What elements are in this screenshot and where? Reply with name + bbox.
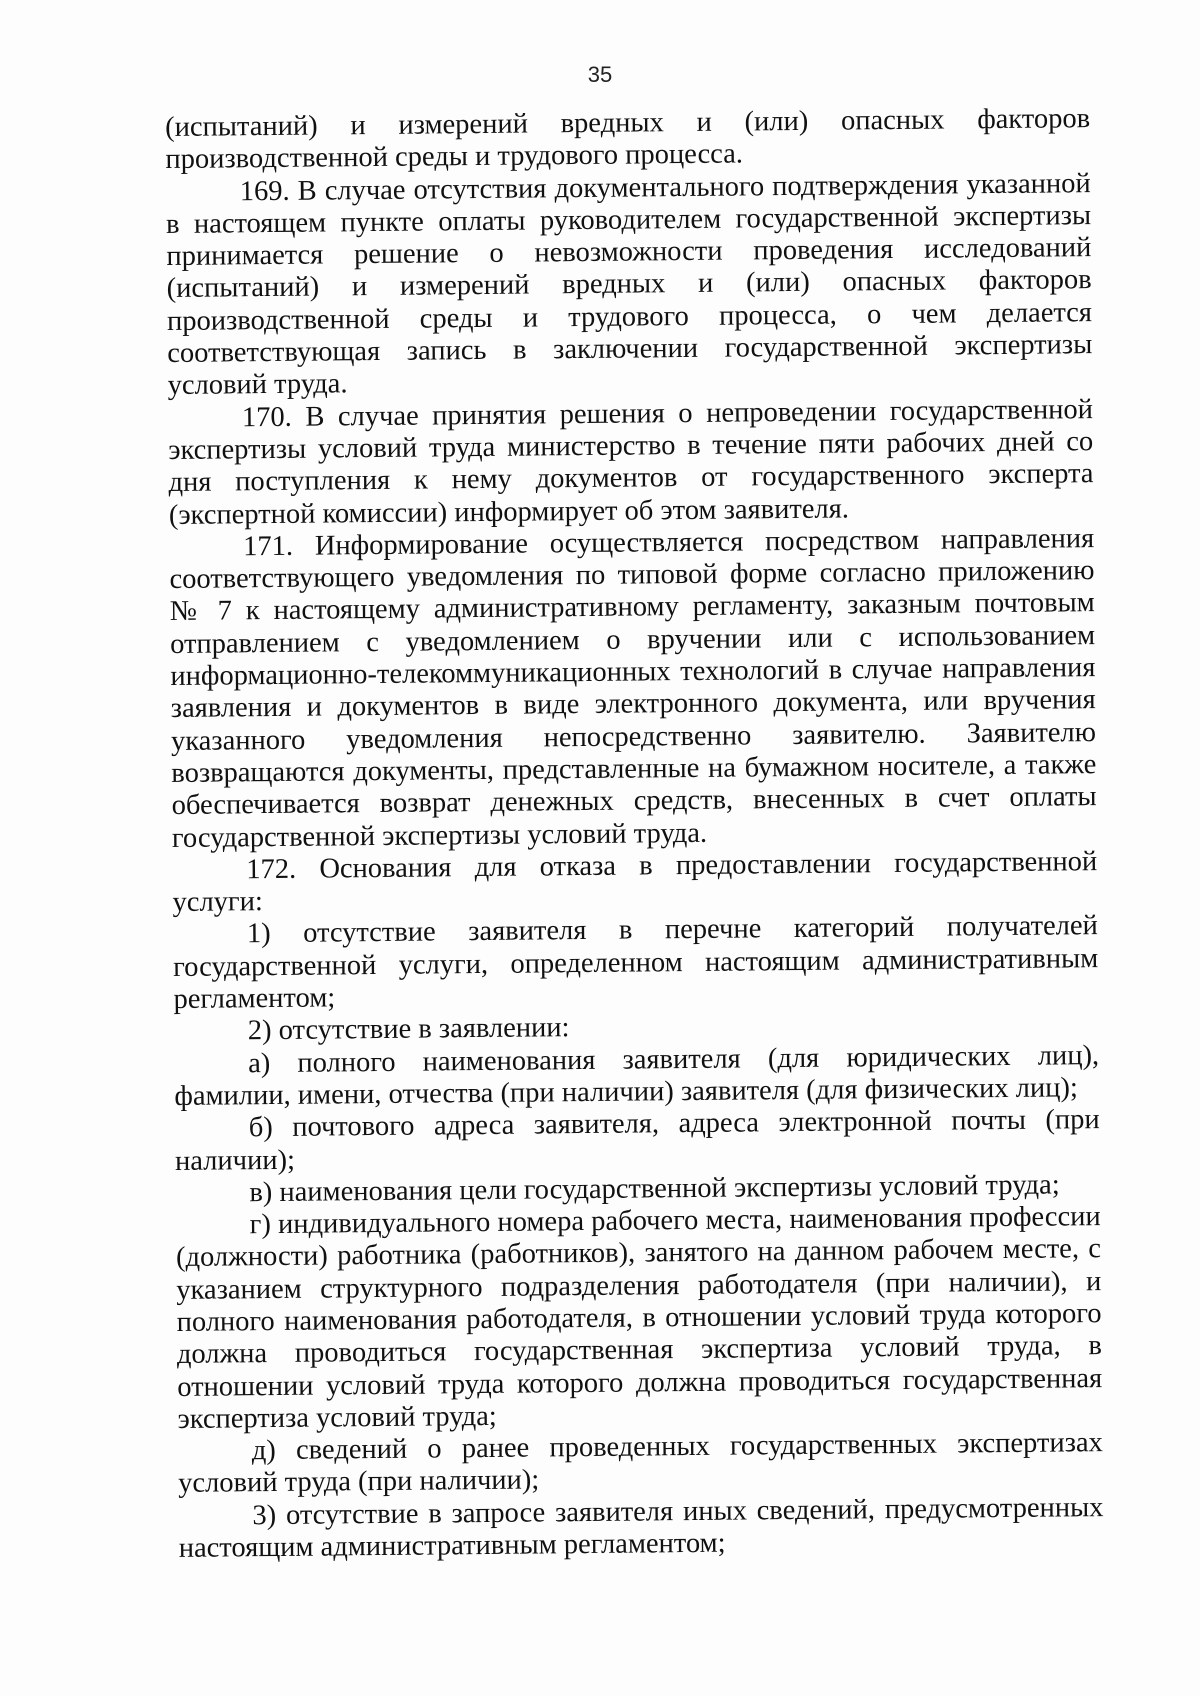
list-subitem-d: д) сведений о ранее проведенных государственных экспертизах условий труда (при наличии); [178, 1427, 1103, 1500]
paragraph-171: 171. Информирование осуществляется посредством направления соответствующего уведомления по типовой форме согласно приложению № 7 к настоящему административному регламенту, заказным почтовым отправлением с уведомлением о вручении или с использованием информационно-телекоммуникационных технологий в случае направления заявления и документов в виде электронного документа, или вручения указанного уведомления непосредственно заявителю. Заявителю возвращаются документы, представленные на бумажном носителе, а также обеспечивается возврат денежных средств, внесенных в счет оплаты государственной экспертизы условий труда. [169, 522, 1097, 854]
list-subitem-v: в) наименования цели государственной экспертизы условий труда; [249, 1169, 1060, 1209]
list-item-1: 1) отсутствие заявителя в перечне категорий получателей государственной услуги, определенном настоящим административным регламентом; [173, 910, 1099, 1015]
list-item-2: 2) отсутствие в заявлении: [247, 1012, 570, 1047]
paragraph-169: 169. В случае отсутствия документального подтверждения указанной в настоящем пункте оплаты руководителем государственной экспертизы принимается решение о невозможности проведения исследований (испытаний) и измерений вредных и (или) опасных факторов производственной среды и трудового процесса, о чем делается соответствующая запись в заключении государственной экспертизы условий труда. [165, 167, 1093, 402]
page-number: 35 [587, 62, 613, 87]
list-subitem-b: б) почтового адреса заявителя, адреса электронной почты (при наличии); [174, 1104, 1100, 1177]
paragraph-172: 172. Основания для отказа в предоставлении государственной услуги: [172, 845, 1098, 919]
list-item-3: 3) отсутствие в запросе заявителя иных сведений, предусмотренных настоящим административным регламентом; [178, 1491, 1104, 1564]
list-subitem-g: г) индивидуального номера рабочего места, наименования профессии (должности) работника (работников), занятого на данном рабочем месте, с указанием структурного подразделения работодателя (при наличии), и полного наименования работодателя, в отношении условий труда которого должна проводиться государственная экспертиза условий труда, в отношении условий труда которого должна проводиться государственная экспертиза условий труда; [175, 1201, 1103, 1435]
paragraph-continuation: (испытаний) и измерений вредных и (или) опасных факторов производственной среды и трудового процесса. [165, 103, 1091, 176]
document-body [165, 103, 1104, 1565]
paragraph-170: 170. В случае принятия решения о непроведении государственной экспертизы условий труда министерство в течение пяти рабочих дней со дня поступления к нему документов от государственного эксперта (экспертной комиссии) информирует об этом заявителя. [168, 393, 1094, 531]
list-subitem-a: а) полного наименования заявителя (для юридических лиц), фамилии, имени, отчества (при наличии) заявителя (для физических лиц); [174, 1039, 1100, 1112]
